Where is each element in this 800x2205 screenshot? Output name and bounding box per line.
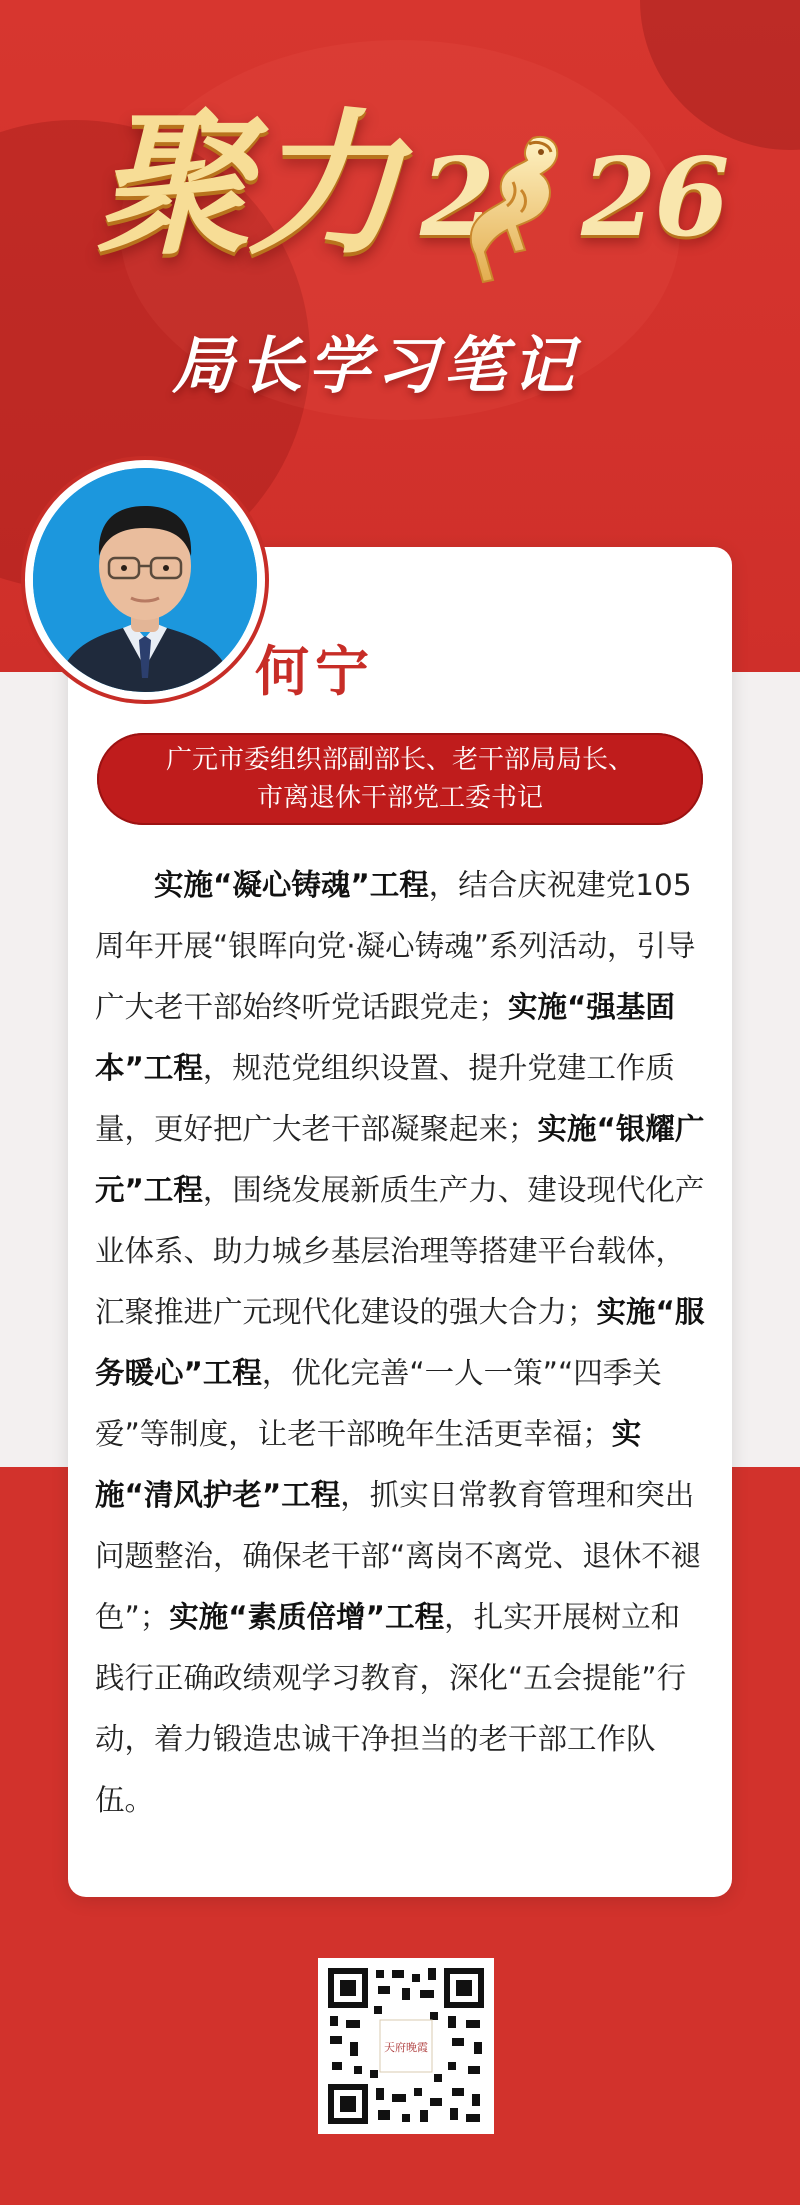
article-segment: ，优化完善“一人一策”“四季关爱”等制度，让老干部晚年生活更幸福；: [95, 1356, 662, 1451]
article-segment: ，抓实日常教育管理和突出问题整治，确保老干部“离岗不离党、退休不褪色”；: [95, 1478, 701, 1634]
article-segment: ，扎实开展树立和践行正确政绩观学习教育，深化“五会提能”行动，着力锻造忠诚干净担当的老干部工作队伍。: [95, 1600, 687, 1817]
person-portrait-icon: [33, 468, 257, 692]
article-segment-bold: 实施“凝心铸魂”工程: [154, 868, 429, 902]
qr-code-icon: [318, 1958, 494, 2134]
title-badge: [97, 733, 703, 825]
article-segment: ，结合庆祝建党105周年开展“银晖向党·凝心铸魂”系列活动，引导广大老干部始终听党话跟党走；: [95, 868, 696, 1024]
qr-logo-text: 天府晚霞: [384, 2041, 428, 2054]
hero-title: [95, 93, 728, 320]
subtitle: 局长学习笔记: [172, 329, 581, 402]
article-segment-bold: 实施“素质倍增”工程: [169, 1600, 445, 1634]
portrait-photo: [33, 468, 257, 692]
article-paragraph: [95, 855, 707, 1831]
article-segment: ，规范党组织设置、提升党建工作质量，更好把广大老干部凝聚起来；: [95, 1051, 675, 1146]
article-segment-bold: 实施“服务暖心”工程: [95, 1295, 705, 1390]
hero-year-digit-a: 2: [420, 135, 494, 261]
person-name: 何宁: [255, 640, 375, 703]
hero-year-digits-b: 26: [581, 135, 728, 261]
article-segment-bold: 实施“强基固本”工程: [95, 990, 675, 1085]
article-segment-bold: 实施“银耀广元”工程: [95, 1112, 705, 1207]
qr-code[interactable]: [318, 1958, 494, 2134]
horse-icon: [455, 130, 567, 295]
hero-title-text: 聚力: [95, 93, 399, 276]
article-segment: ，围绕发展新质生产力、建设现代化产业体系、助力城乡基层治理等搭建平台载体，汇聚推进广元现代化建设的强大合力；: [95, 1173, 705, 1329]
article-segment-bold: 实施“清风护老”工程: [95, 1417, 642, 1512]
title-line-2: 市离退休干部党工委书记: [256, 783, 543, 813]
avatar: [25, 460, 265, 700]
article-body: [95, 855, 707, 1831]
title-line-1: 广元市委组织部副部长、老干部局局长、: [165, 745, 634, 775]
